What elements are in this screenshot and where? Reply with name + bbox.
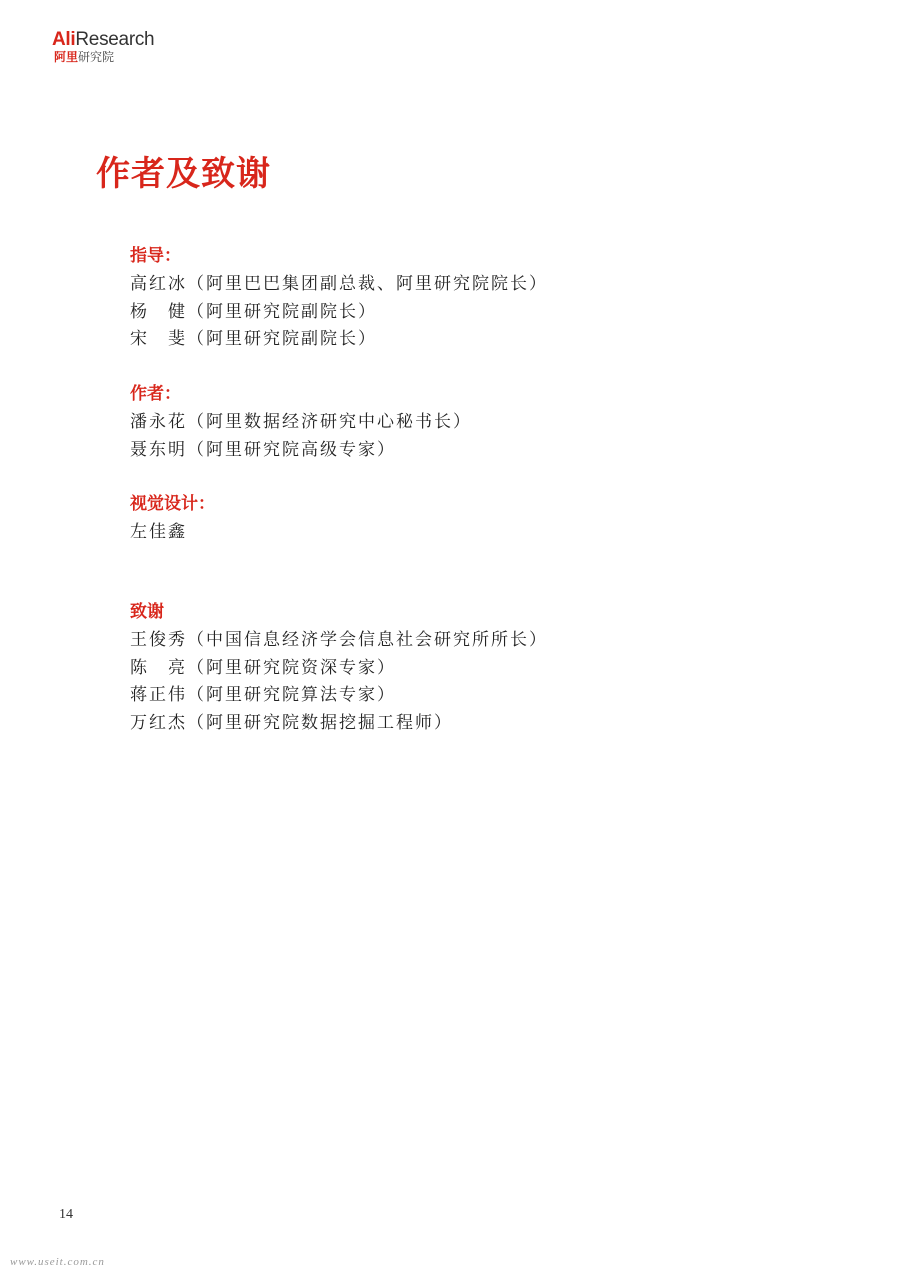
logo-brand-red: Ali — [52, 29, 76, 50]
acknowledgement-entry: 万红杰（阿里研究院数据挖掘工程师） — [130, 712, 453, 733]
author-entry: 潘永花（阿里数据经济研究中心秘书长） — [130, 412, 472, 432]
section-acknowledgements — [130, 601, 548, 737]
page-number: 14 — [59, 1207, 73, 1222]
acknowledgement-entry: 蒋正伟（阿里研究院算法专家） — [130, 685, 396, 705]
section-heading-acknowledgements: 致谢 — [130, 602, 164, 622]
logo-wordmark — [52, 30, 154, 50]
section-visual-design — [130, 493, 215, 547]
logo-cn-rest: 研究院 — [78, 50, 115, 64]
logo-chinese-name — [54, 50, 114, 64]
acknowledgement-entry: 陈 亮（阿里研究院资深专家） — [130, 657, 396, 678]
section-heading-guidance: 指导： — [130, 246, 181, 266]
logo-brand-rest: Research — [75, 29, 155, 50]
aliresearch-logo — [52, 30, 172, 70]
page-title: 作者及致谢 — [96, 154, 271, 194]
watermark: www.useit.com.cn — [10, 1256, 105, 1268]
guidance-entry: 杨 健（阿里研究院副院长） — [130, 301, 377, 322]
section-heading-authors: 作者： — [130, 384, 181, 404]
designer-entry: 左佳鑫 — [130, 522, 187, 542]
section-heading-visual-design: 视觉设计： — [130, 494, 215, 514]
logo-cn-red: 阿里 — [54, 50, 79, 64]
section-authors — [130, 383, 472, 464]
acknowledgement-entry: 王俊秀（中国信息经济学会信息社会研究所所长） — [130, 630, 548, 650]
section-guidance — [130, 245, 548, 354]
author-entry: 聂东明（阿里研究院高级专家） — [130, 439, 396, 460]
guidance-entry: 宋 斐（阿里研究院副院长） — [130, 329, 377, 349]
guidance-entry: 高红冰（阿里巴巴集团副总裁、阿里研究院院长） — [130, 274, 548, 294]
